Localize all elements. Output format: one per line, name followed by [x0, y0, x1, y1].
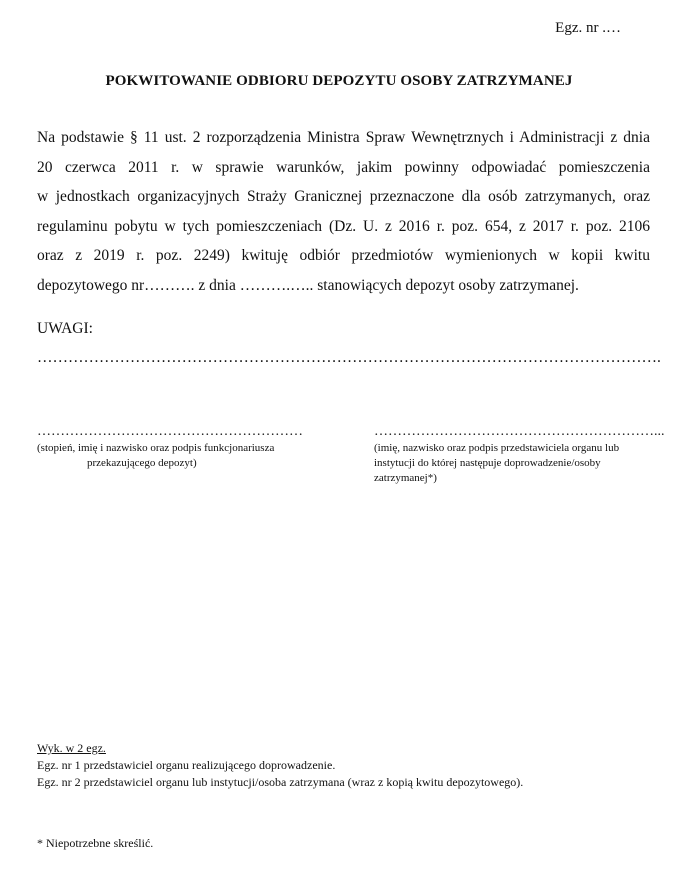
copy-number: Egz. nr .…: [555, 20, 621, 36]
recipient-signature-line: ……………………………………………………...: [374, 424, 665, 439]
copy-1-note: Egz. nr 1 przedstawiciel organu realizującego doprowadzenie.: [37, 758, 336, 772]
body-line: 20 czerwca 2011 r. w sprawie warunków, jakim powinny odpowiadać pomieszczenia: [37, 158, 650, 176]
officer-signature-caption: [37, 441, 274, 471]
recipient-signature-caption: [374, 441, 664, 486]
caption-line: (imię, nazwisko oraz podpis przedstawiciela organu lub: [374, 442, 620, 454]
body-line: regulaminu pobytu w tych pomieszczeniach (Dz. U. z 2016 r. poz. 654, z 2017 r. poz. 2106: [37, 217, 650, 235]
caption-line: (stopień, imię i nazwisko oraz podpis funkcjonariusza: [37, 442, 275, 454]
body-line: oraz z 2019 r. poz. 2249) kwituję odbiór przedmiotów wymienionych w kopii kwitu: [37, 247, 650, 264]
officer-signature-line: …………………………………………………: [37, 424, 303, 439]
document-title: POKWITOWANIE ODBIORU DEPOZYTU OSOBY ZATRZYMANEJ: [105, 73, 573, 89]
copies-note: [37, 740, 523, 791]
remarks-label: UWAGI:: [37, 320, 93, 337]
copies-heading: Wyk. w 2 egz.: [37, 741, 106, 755]
body-line: depozytowego nr………. z dnia ……….….. stanowiących depozyt osoby zatrzymanej.: [37, 276, 579, 294]
body-paragraph: [37, 123, 650, 300]
footnote: * Niepotrzebne skreślić.: [37, 836, 154, 850]
caption-line: przekazującego depozyt): [87, 457, 197, 469]
body-line: w jednostkach organizacyjnych Straży Granicznej przeznaczone dla osób zatrzymanych, oraz: [37, 188, 650, 205]
copy-2-note: Egz. nr 2 przedstawiciel organu lub instytucji/osoba zatrzymana (wraz z kopią kwitu depozytowego).: [37, 775, 524, 789]
caption-line: instytucji do której następuje doprowadzenie/osoby: [374, 457, 601, 469]
caption-line: zatrzymanej*): [374, 472, 437, 484]
remarks-dotted-line: ………………………………………………………………………………………………………….: [37, 349, 661, 366]
body-line: Na podstawie § 11 ust. 2 rozporządzenia Ministra Spraw Wewnętrznych i Administracji z dnia: [37, 129, 650, 146]
